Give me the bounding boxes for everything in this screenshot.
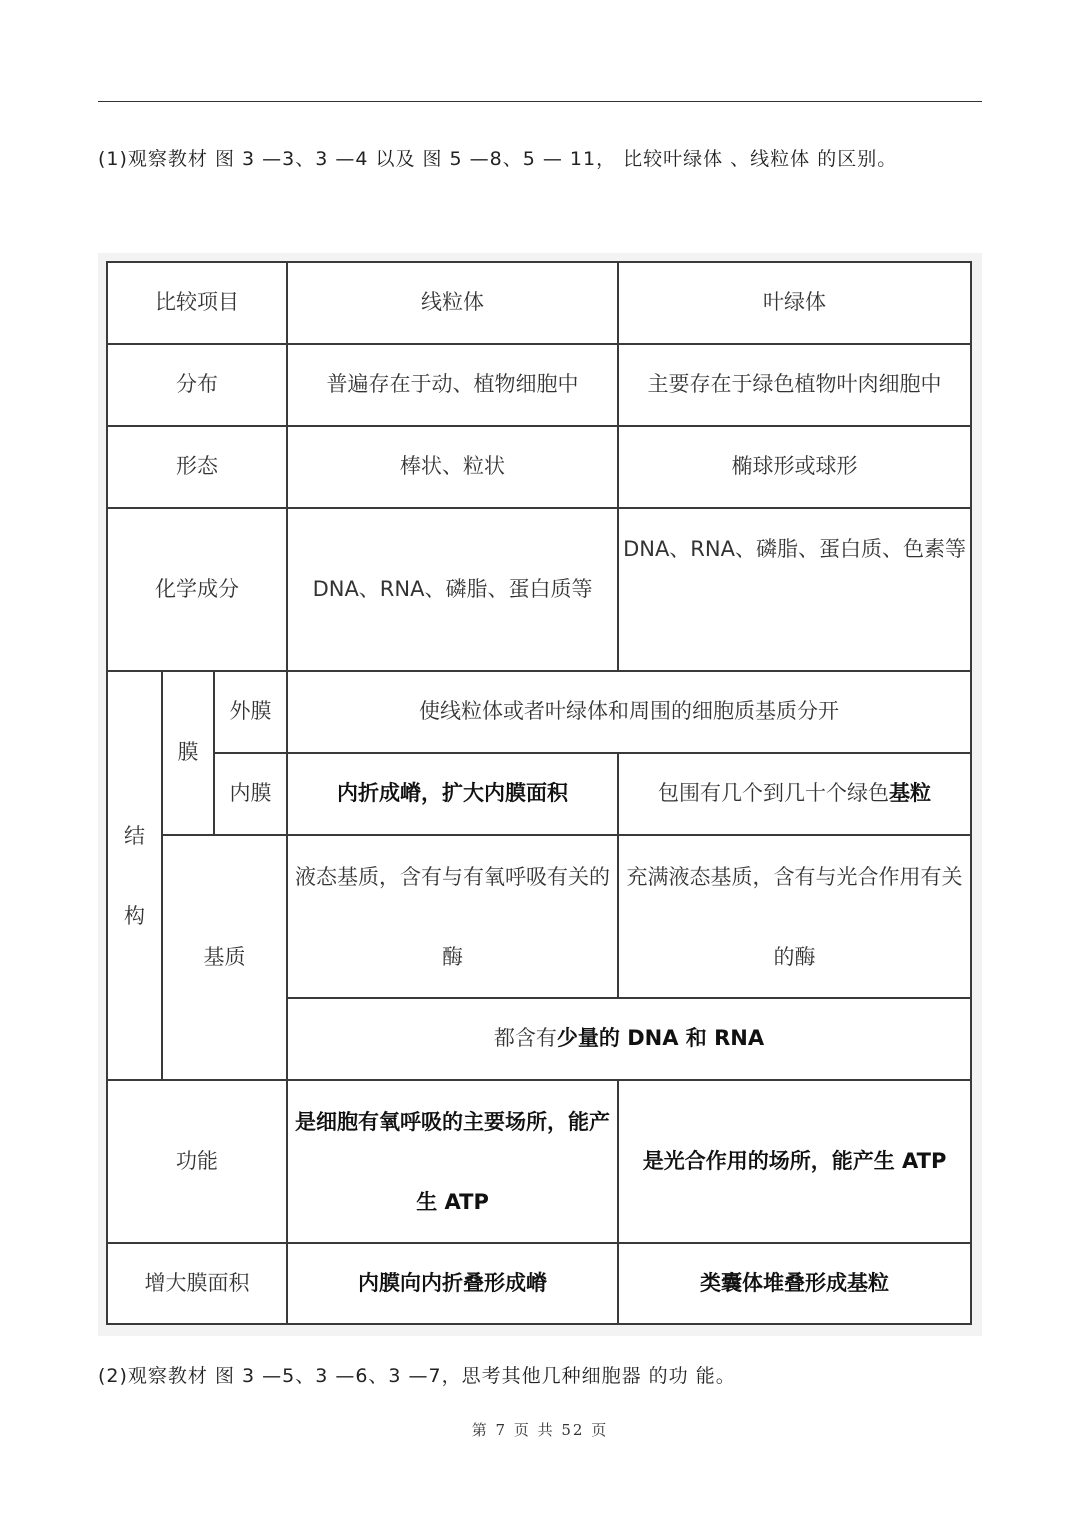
chemistry-chloro: DNA、RNA、磷脂、蛋白质、色素等 <box>618 508 971 671</box>
row-label-increase-area: 增大膜面积 <box>107 1243 287 1324</box>
inner-chloro-text: 包围有几个到几十个绿色 <box>658 781 890 806</box>
intro-paragraph: (1)观察教材 图 3 —3、3 —4 以及 图 5 —8、5 — 11， 比较叶绿体 、线粒体 的区别。 <box>98 148 898 170</box>
matrix-shared <box>287 998 971 1080</box>
function-mito: 是细胞有氧呼吸的主要场所，能产生 ATP <box>287 1080 618 1243</box>
outer-membrane-shared: 使线粒体或者叶绿体和周围的细胞质基质分开 <box>287 671 971 753</box>
row-label-shape: 形态 <box>107 426 287 508</box>
row-label-matrix: 基质 <box>162 835 287 1080</box>
matrix-mito: 液态基质，含有与有氧呼吸有关的酶 <box>287 835 618 998</box>
structure-label-char-2: 构 <box>124 903 145 928</box>
matrix-shared-text: 都含有 <box>493 1026 557 1051</box>
row-label-function: 功能 <box>107 1080 287 1243</box>
increase-area-mito: 内膜向内折叠形成嵴 <box>287 1243 618 1324</box>
inner-chloro-bold: 基粒 <box>889 781 932 806</box>
shape-chloro: 椭球形或球形 <box>618 426 971 508</box>
increase-area-chloro: 类囊体堆叠形成基粒 <box>618 1243 971 1324</box>
question-2: (2)观察教材 图 3 —5、3 —6、3 —7，思考其他几种细胞器 的功 能。 <box>98 1365 736 1387</box>
row-label-inner-membrane: 内膜 <box>214 753 287 835</box>
row-label-membrane: 膜 <box>162 671 214 835</box>
header-mitochondria: 线粒体 <box>287 262 618 344</box>
matrix-shared-bold: 少量的 DNA 和 RNA <box>556 1026 765 1051</box>
row-label-structure <box>107 671 162 1080</box>
header-rule <box>98 101 982 102</box>
inner-membrane-mito: 内折成嵴，扩大内膜面积 <box>287 753 618 835</box>
row-label-distribution: 分布 <box>107 344 287 426</box>
row-label-outer-membrane: 外膜 <box>214 671 287 753</box>
distribution-chloro: 主要存在于绿色植物叶肉细胞中 <box>618 344 971 426</box>
header-item: 比较项目 <box>107 262 287 344</box>
matrix-chloro: 充满液态基质，含有与光合作用有关的酶 <box>618 835 971 998</box>
inner-membrane-chloro <box>618 753 971 835</box>
comparison-table <box>106 261 972 1325</box>
header-chloroplast: 叶绿体 <box>618 262 971 344</box>
shape-mito: 棒状、粒状 <box>287 426 618 508</box>
structure-label-char-1: 结 <box>124 823 145 848</box>
function-chloro: 是光合作用的场所，能产生 ATP <box>618 1080 971 1243</box>
page-footer: 第 7 页 共 52 页 <box>471 1421 609 1439</box>
distribution-mito: 普遍存在于动、植物细胞中 <box>287 344 618 426</box>
chemistry-mito: DNA、RNA、磷脂、蛋白质等 <box>287 508 618 671</box>
row-label-chemistry: 化学成分 <box>107 508 287 671</box>
